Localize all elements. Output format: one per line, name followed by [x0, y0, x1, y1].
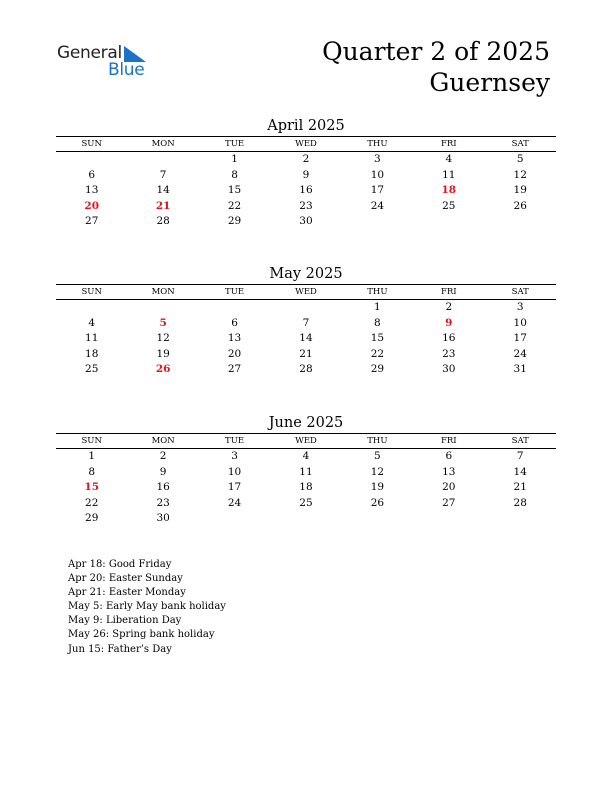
weekday-header: WED [295, 436, 317, 446]
day-cell: 8 [231, 168, 238, 181]
title-country: Guernsey [429, 68, 550, 97]
day-cell: 19 [156, 347, 170, 360]
day-cell: 25 [85, 363, 99, 376]
holiday-item: May 26: Spring bank holiday [68, 629, 215, 641]
day-cell: 22 [227, 199, 242, 212]
day-cell: 26 [513, 199, 527, 212]
day-cell: 23 [156, 496, 170, 509]
month-title: June 2025 [268, 415, 344, 431]
day-cell: 24 [227, 496, 242, 509]
day-cell: 29 [85, 512, 99, 525]
day-cell: 7 [302, 316, 310, 329]
week-row [56, 496, 556, 512]
day-cell: 15 [370, 332, 385, 345]
day-cell [413, 214, 484, 230]
day-cell: 31 [513, 363, 527, 376]
holiday-day-cell: 15 [84, 481, 100, 494]
day-cell: 19 [370, 481, 385, 494]
day-cell [127, 152, 198, 168]
weekday-header: MON [151, 139, 175, 149]
weekday-header-row [56, 285, 556, 299]
day-cell [199, 511, 270, 527]
day-cell: 9 [302, 168, 310, 181]
day-cell: 28 [513, 496, 527, 509]
day-cell: 23 [299, 199, 313, 212]
day-cell: 5 [374, 450, 381, 462]
day-cell [270, 300, 341, 316]
week-row [56, 316, 556, 332]
day-cell: 28 [299, 363, 313, 376]
day-cell: 17 [227, 481, 242, 494]
weekday-header: SAT [511, 287, 529, 297]
page-title [322, 36, 550, 98]
day-cell: 11 [442, 168, 456, 181]
weekday-header: SUN [81, 436, 102, 446]
day-cell: 9 [159, 465, 167, 478]
holiday-item: May 9: Liberation Day [68, 615, 182, 627]
day-cell: 25 [299, 496, 313, 509]
day-cell: 10 [227, 465, 242, 478]
day-cell: 10 [370, 168, 385, 181]
day-cell: 17 [513, 332, 527, 345]
holiday-day-cell: 21 [155, 199, 171, 212]
weekday-header: THU [367, 436, 388, 446]
day-cell: 13 [227, 332, 242, 345]
holiday-item: May 5: Early May bank holiday [68, 601, 226, 613]
day-cell: 11 [299, 465, 313, 478]
day-cell: 2 [302, 153, 310, 165]
day-cell: 18 [85, 347, 99, 360]
week-row [56, 347, 556, 363]
weekday-header: SUN [81, 287, 102, 297]
week-row [56, 168, 556, 184]
holiday-day-cell: 18 [441, 184, 457, 197]
day-cell: 21 [513, 481, 527, 494]
weekday-header: WED [295, 287, 317, 297]
weekday-header: FRI [440, 436, 457, 446]
week-row [56, 465, 556, 481]
month-may [56, 264, 556, 378]
week-row [56, 331, 556, 347]
day-cell: 13 [85, 184, 99, 197]
weekday-header: FRI [440, 287, 457, 297]
day-cell: 6 [445, 450, 453, 462]
generalblue-logo [57, 43, 157, 83]
holiday-list [68, 558, 226, 657]
month-april [56, 116, 556, 230]
holiday-item: Apr 18: Good Friday [68, 559, 172, 570]
month-title: May 2025 [269, 266, 343, 282]
day-cell: 2 [159, 450, 167, 462]
day-cell: 3 [231, 450, 238, 462]
day-cell: 7 [516, 450, 524, 462]
day-cell: 11 [85, 332, 99, 345]
weekday-header: FRI [440, 139, 457, 149]
day-cell: 16 [299, 184, 313, 197]
day-cell: 30 [299, 215, 313, 228]
day-cell: 4 [302, 450, 310, 462]
day-cell: 7 [159, 168, 167, 181]
weekday-header: SUN [81, 139, 102, 149]
day-cell: 26 [370, 496, 385, 509]
holiday-day-cell: 20 [84, 199, 100, 212]
month-title: April 2025 [267, 118, 345, 134]
day-cell: 16 [442, 332, 456, 345]
weekday-header-row [56, 137, 556, 151]
day-cell [270, 511, 341, 527]
day-cell: 20 [442, 481, 456, 494]
week-row [56, 183, 556, 199]
weekday-header: WED [295, 139, 317, 149]
day-cell: 4 [88, 316, 96, 329]
day-cell: 28 [156, 215, 170, 228]
holiday-day-cell: 26 [155, 363, 171, 376]
holiday-day-cell: 5 [159, 316, 167, 329]
week-row [56, 449, 556, 465]
day-cell: 23 [442, 347, 456, 360]
title-quarter: Quarter 2 of 2025 [322, 37, 550, 66]
day-cell: 1 [88, 450, 96, 462]
logo-text-general: General [57, 43, 122, 63]
weekday-header: TUE [225, 139, 245, 149]
day-cell: 3 [374, 153, 381, 165]
week-row [56, 152, 556, 168]
day-cell: 17 [370, 184, 385, 197]
day-cell: 27 [227, 363, 242, 376]
day-cell [342, 214, 413, 230]
day-cell: 2 [445, 301, 453, 313]
day-cell: 12 [513, 168, 527, 181]
day-cell [413, 511, 484, 527]
holiday-item: Jun 15: Father’s Day [68, 643, 172, 655]
logo-text-blue: Blue [108, 60, 145, 80]
weekday-header: THU [367, 287, 388, 297]
day-cell: 24 [370, 199, 385, 212]
day-cell: 27 [442, 496, 456, 509]
day-cell: 20 [227, 347, 242, 360]
day-cell [485, 214, 556, 230]
day-cell [56, 152, 127, 168]
holiday-item: Apr 21: Easter Monday [68, 587, 186, 599]
day-cell: 6 [88, 168, 96, 181]
day-cell: 16 [156, 481, 170, 494]
holiday-item: Apr 20: Easter Sunday [68, 573, 183, 585]
week-row [56, 362, 556, 378]
day-cell: 25 [442, 199, 456, 212]
weekday-header: SAT [511, 436, 529, 446]
day-cell: 1 [231, 153, 238, 165]
day-cell: 13 [442, 465, 456, 478]
day-cell: 5 [516, 153, 524, 165]
day-cell: 10 [513, 316, 527, 329]
weekday-header: TUE [225, 436, 245, 446]
day-cell: 29 [370, 363, 385, 376]
day-cell: 30 [156, 512, 170, 525]
weekday-header: THU [367, 139, 388, 149]
day-cell: 22 [85, 496, 99, 509]
week-row [56, 300, 556, 316]
weekday-header: TUE [225, 287, 245, 297]
week-row [56, 480, 556, 496]
day-cell: 12 [370, 465, 385, 478]
day-cell: 21 [299, 347, 313, 360]
weekday-header: MON [151, 436, 175, 446]
week-row [56, 214, 556, 230]
weekday-header: MON [151, 287, 175, 297]
day-cell: 29 [227, 215, 242, 228]
week-row [56, 511, 556, 527]
day-cell: 14 [299, 332, 313, 345]
month-june [56, 413, 556, 527]
day-cell: 30 [442, 363, 456, 376]
week-row [56, 199, 556, 215]
holiday-day-cell: 9 [445, 316, 453, 329]
day-cell: 24 [513, 347, 527, 360]
day-cell [342, 511, 413, 527]
day-cell: 4 [445, 153, 453, 165]
day-cell: 27 [85, 215, 99, 228]
day-cell [127, 300, 198, 316]
day-cell: 19 [513, 184, 527, 197]
day-cell: 1 [374, 301, 381, 313]
day-cell: 14 [513, 465, 527, 478]
day-cell [56, 300, 127, 316]
day-cell: 6 [231, 316, 238, 329]
day-cell: 18 [299, 481, 313, 494]
day-cell [485, 511, 556, 527]
day-cell: 3 [516, 301, 524, 313]
day-cell: 12 [156, 332, 170, 345]
day-cell: 14 [156, 184, 170, 197]
weekday-header-row [56, 434, 556, 448]
day-cell: 8 [374, 316, 381, 329]
day-cell: 22 [370, 347, 385, 360]
day-cell [199, 300, 270, 316]
day-cell: 8 [88, 465, 96, 478]
day-cell: 15 [227, 184, 242, 197]
weekday-header: SAT [511, 139, 529, 149]
